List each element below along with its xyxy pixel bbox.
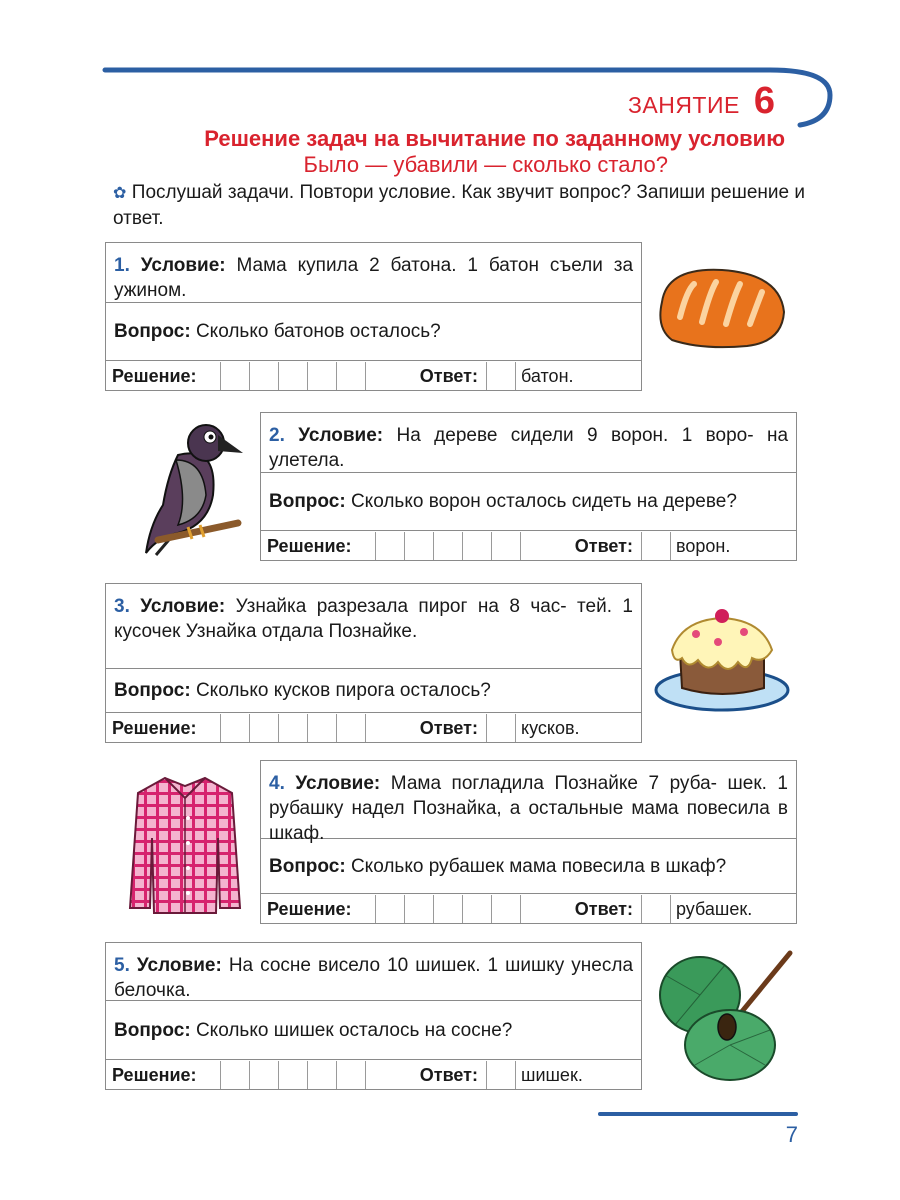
question-label: Вопрос: [114, 680, 191, 701]
answer-unit: шишек. [521, 1064, 583, 1085]
task-1 [105, 242, 642, 391]
answer-unit: рубашек. [676, 898, 753, 919]
question-text: Сколько батонов осталось? [195, 321, 441, 342]
crow-image [118, 415, 248, 565]
answer-cell[interactable] [486, 714, 516, 742]
answer-row [261, 895, 796, 923]
answer-row [106, 362, 641, 390]
lesson-label: ЗАНЯТИЕ [627, 92, 740, 118]
task-number: 2. [269, 425, 285, 446]
answer-unit: ворон. [676, 535, 731, 556]
task-question [106, 303, 641, 361]
pine-branch-image [655, 945, 795, 1090]
instruction-text: Послушай задачи. Повтори условие. Как звучит вопрос? Запиши решение и ответ. [113, 182, 806, 229]
condition-label: Условие: [140, 255, 226, 276]
task-condition [261, 413, 796, 473]
question-text: Сколько рубашек мама повесила в шкаф? [350, 855, 727, 877]
solution-label: Решение: [112, 1064, 197, 1085]
condition-text: На дереве сидели 9 ворон. 1 воро- на улетела. [269, 425, 789, 471]
cake-image [652, 598, 792, 718]
footer-rule [598, 1112, 798, 1116]
task-question [261, 839, 796, 894]
task-2 [260, 412, 797, 561]
answer-unit: батон. [521, 365, 574, 386]
question-text: Сколько ворон осталось сидеть на дереве? [350, 491, 737, 512]
question-label: Вопрос: [114, 321, 191, 342]
question-text: Сколько кусков пирога осталось? [195, 680, 491, 701]
answer-label: Ответ: [574, 898, 633, 919]
condition-label: Условие: [295, 773, 381, 794]
condition-label: Условие: [298, 425, 384, 446]
lesson-number: 6 [753, 80, 775, 122]
page-subtitle: Было — убавили — сколько стало? [303, 152, 668, 177]
answer-row [106, 1061, 641, 1089]
task-number: 1. [114, 255, 130, 276]
condition-text: На сосне висело 10 шишек. 1 шишку унесла белочка. [114, 955, 634, 1001]
solution-cells[interactable] [220, 362, 366, 390]
answer-cell[interactable] [486, 362, 516, 390]
answer-label: Ответ: [419, 717, 478, 738]
task-question [106, 669, 641, 713]
solution-label: Решение: [112, 717, 197, 738]
instruction [113, 180, 805, 231]
answer-cell[interactable] [486, 1061, 516, 1089]
answer-label: Ответ: [419, 1064, 478, 1085]
task-number: 4. [269, 773, 285, 794]
flower-icon: ✿ [113, 185, 127, 202]
task-number: 3. [114, 596, 130, 617]
answer-row [261, 532, 796, 560]
question-label: Вопрос: [269, 491, 346, 512]
page-title: Решение задач на вычитание по заданному условию [204, 126, 785, 151]
answer-row [106, 714, 641, 742]
solution-cells[interactable] [375, 532, 521, 560]
solution-label: Решение: [267, 535, 352, 556]
task-condition [106, 943, 641, 1001]
condition-text: Мама погладила Познайке 7 руба- шек. 1 рубашку надел Познайка, а остальные мама повесила в шкаф. [269, 773, 788, 844]
condition-text: Узнайка разрезала пирог на 8 час- тей. 1 кусочек Узнайка отдала Познайке. [114, 596, 633, 642]
question-label: Вопрос: [269, 855, 346, 877]
answer-cell[interactable] [641, 532, 671, 560]
task-question [106, 1001, 641, 1060]
condition-label: Условие: [140, 596, 226, 617]
question-label: Вопрос: [114, 1019, 191, 1041]
solution-cells[interactable] [220, 1061, 366, 1089]
task-condition [106, 584, 641, 669]
solution-label: Решение: [267, 898, 352, 919]
task-condition [261, 761, 796, 844]
condition-label: Условие: [136, 955, 222, 976]
task-number: 5. [114, 955, 130, 976]
shirt-image [120, 768, 250, 918]
answer-label: Ответ: [419, 365, 478, 386]
task-question [261, 473, 796, 531]
task-condition [106, 243, 641, 303]
solution-cells[interactable] [375, 895, 521, 923]
solution-label: Решение: [112, 365, 197, 386]
condition-text: Мама купила 2 батона. 1 батон съели за ужином. [114, 255, 634, 301]
task-5 [105, 942, 642, 1090]
bread-image [652, 262, 792, 352]
task-4 [260, 760, 797, 924]
task-3 [105, 583, 642, 743]
answer-unit: кусков. [521, 717, 580, 738]
question-text: Сколько шишек осталось на сосне? [195, 1019, 513, 1041]
page-number: 7 [785, 1122, 798, 1147]
answer-label: Ответ: [574, 535, 633, 556]
solution-cells[interactable] [220, 714, 366, 742]
lesson-header [628, 80, 775, 123]
answer-cell[interactable] [641, 895, 671, 923]
